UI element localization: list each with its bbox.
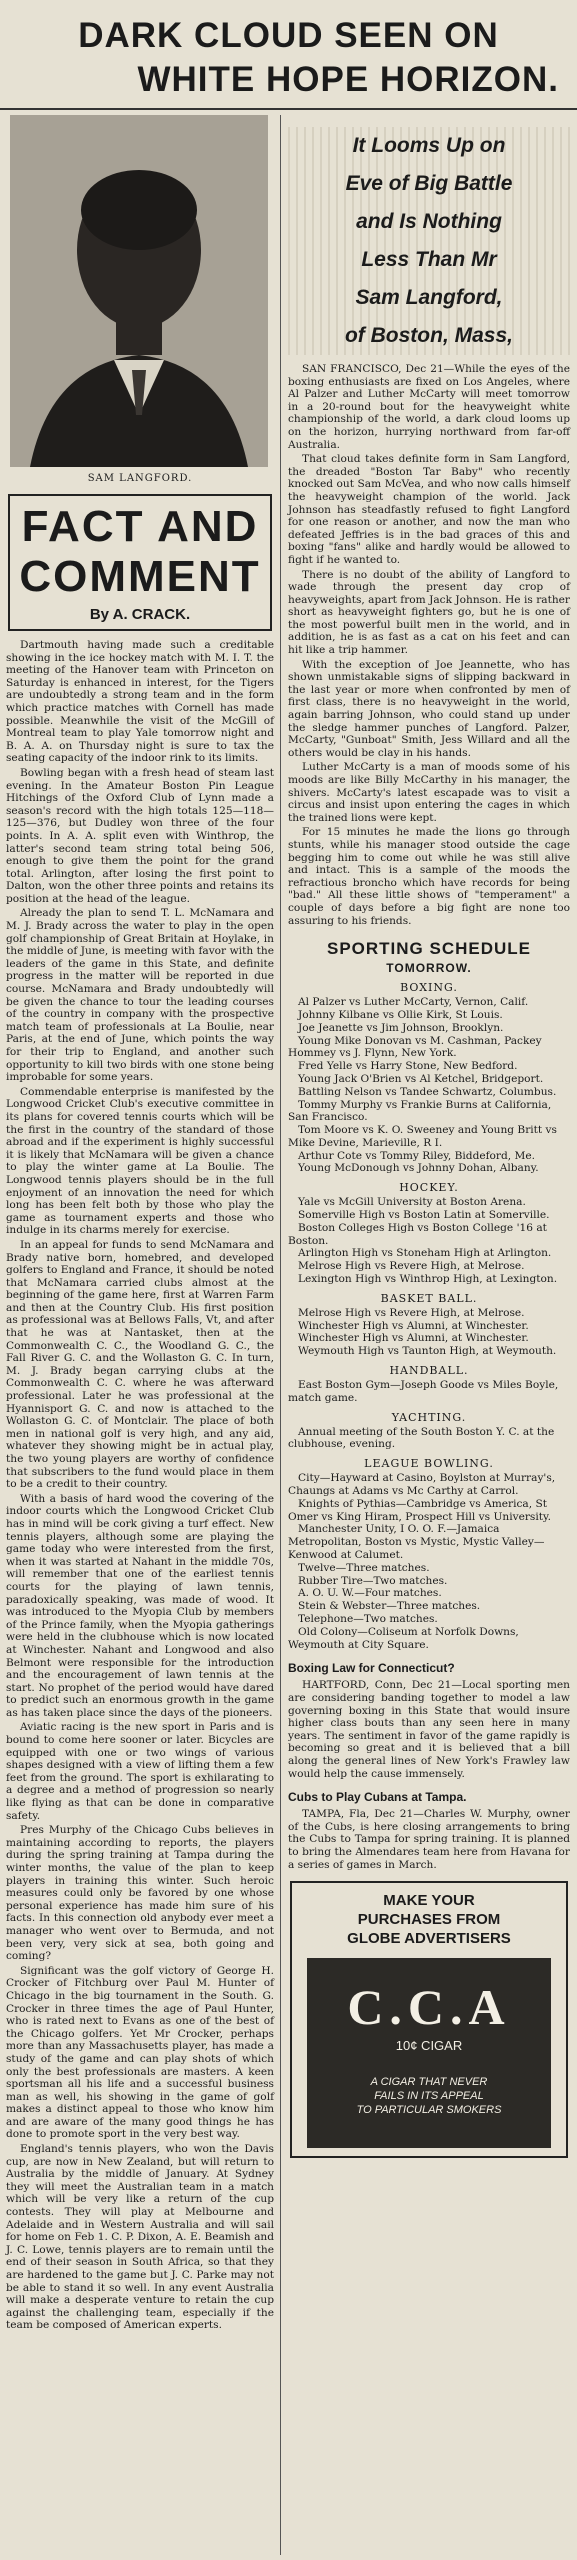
schedule-line: Yale vs McGill University at Boston Arena. (298, 1196, 526, 1209)
column-paragraph: Commendable enterprise is manifested by the Longwood Cricket Club's executive committee in its plans for covered tennis courts which will be the first in the country of the standard of those abroad and if the experiment is highly successful it is likely that McNamara will be given a chance to play the winter game at La Boulie. The Longwood tennis players should be in the full enjoyment of an innovation the need for which long has been felt both by those who play the game as tournament experts and those who indulge in its charms merely for exercise. (6, 1085, 274, 1237)
ad-line: MAKE YOUR (383, 1892, 475, 1910)
photo-caption: SAM LANGFORD. (87, 473, 193, 484)
column-title-line-2: COMMENT (19, 552, 261, 601)
cigar-price: 10¢ CIGAR (395, 2038, 463, 2054)
deck-line: Eve of Big Battle (345, 172, 513, 195)
schedule-line: Young McDonough vs Johnny Dohan, Albany. (298, 1162, 539, 1175)
schedule-section-boxing (288, 981, 570, 1175)
schedule-line: Stein & Webster—Three matches. (298, 1600, 481, 1613)
schedule-line: Melrose High vs Revere High, at Melrose. (298, 1260, 525, 1273)
schedule-section-bowling (288, 1457, 570, 1651)
schedule-line: Arlington High vs Stoneham High at Arlington. (298, 1247, 552, 1260)
section-title: HOCKEY. (399, 1181, 459, 1195)
cigar-tagline: FAILS IN ITS APPEAL (374, 2090, 484, 2103)
article-paragraph: SAN FRANCISCO, Dec 21—While the eyes of the boxing enthusiasts are fixed on Los Angeles, where Al Palzer and Luther McCarty will meet tomorrow in a 20-round bout for the heavyweight white championship of the world, a dark cloud looms up on the horizon, hurrying northward from far-off Australia. (288, 363, 570, 451)
schedule-section-handball (288, 1364, 570, 1405)
article-text: TAMPA, Fla, Dec 21—Charles W. Murphy, owner of the Cubs, is here closing arrangements to bring the Cubs to Tampa for spring training. It is planned to bring the Almendares team here from Havana for a series of games in March. (288, 1808, 570, 1871)
portrait-photo (10, 115, 268, 467)
ad-line: GLOBE ADVERTISERS (347, 1930, 511, 1948)
schedule-line: Joe Jeanette vs Jim Johnson, Brooklyn. (298, 1021, 504, 1034)
schedule-line: East Boston Gym—Joseph Goode vs Miles Boyle, match game. (288, 1379, 559, 1404)
deck-line: Less Than Mr (361, 248, 497, 271)
column-paragraph: Aviatic racing is the new sport in Paris and is bound to come here sooner or later. Bicycles are equipped with one or two wings of various shapes designed with a view of lifting them a few feet from the ground. The sport is exhilarating to a degree and a method of progression so nearly like flying as that can be done in comparative safety. (6, 1721, 274, 1822)
schedule-line: City—Hayward at Casino, Boylston at Murray's, Chaungs at Adams vs Mc Carthy at Carrol. (288, 1472, 556, 1498)
schedule-line: Johnny Kilbane vs Ollie Kirk, St Louis. (298, 1008, 503, 1021)
schedule-line: Lexington High vs Winthrop High, at Lexington. (298, 1273, 558, 1286)
section-title: BOXING. (400, 981, 458, 995)
schedule-line: Tom Moore vs K. O. Sweeney and Young Britt vs Mike Devine, Marieville, R I. (288, 1124, 557, 1149)
schedule-line: Knights of Pythias—Cambridge vs America, St Omer vs King Hiram, Prospect Hill vs University. (288, 1497, 551, 1523)
section-title: YACHTING. (391, 1410, 467, 1424)
schedule-line: Young Mike Donovan vs M. Cashman, Packey Hommey vs J. Flynn, New York. (288, 1034, 542, 1060)
section-title: HANDBALL. (389, 1364, 469, 1378)
column-paragraph: Pres Murphy of the Chicago Cubs believes in maintaining according to reports, the players during the spring training at Tampa during the winter months, the value of the plan to keep players in training this winter. Such heroic measures could only be favored by one whose personal experience has made him sure of his facts. In this connection old anybody ever meet a manager who went over to Bermuda, and not been very, very sick at sea, both going and coming? (6, 1824, 274, 1963)
schedule-line: Battling Nelson vs Tandee Schwartz, Columbus. (298, 1085, 557, 1098)
left-column (6, 115, 274, 2334)
cigar-ad-panel (307, 1958, 551, 2148)
column-paragraph: Significant was the golf victory of George H. Crocker of Fitchburg over Paul M. Hunter of Chicago in the big tournament in the South. G. Crocker in three times the age of Paul Hunter, who is rated next to Evans as one of the best of the Chicago golfers. Yet Mr Crocker, perhaps more than any Massachusetts player, has made a study of the game and can play shots of which only the best professionals are masters. A keen sportsman all his life and a successful business man as well, his showing in the game of golf makes a distinct appeal to those who know him and are aware of the many good things he has done to promote sport in the very best way. (6, 1964, 274, 2141)
schedule-subtitle: TOMORROW. (386, 961, 472, 976)
column-header-box (8, 494, 272, 631)
schedule-section-hockey (288, 1181, 570, 1286)
headline-deck (288, 127, 570, 355)
schedule-line: Rubber Tire—Two matches. (298, 1574, 448, 1587)
schedule-section-yachting (288, 1411, 570, 1452)
schedule-line: Fred Yelle vs Harry Stone, New Bedford. (298, 1060, 518, 1073)
schedule-line: Old Colony—Coliseum at Norfolk Downs, Weymouth at City Square. (288, 1625, 519, 1651)
cigar-brand: C.C.A (347, 1979, 511, 2036)
schedule-title: SPORTING SCHEDULE (326, 939, 532, 959)
article-connecticut (288, 1661, 570, 1780)
headline-line-1: DARK CLOUD SEEN ON (78, 16, 499, 55)
schedule-line: Tommy Murphy vs Frankie Burns at California, San Francisco. (288, 1098, 552, 1124)
advertisement (290, 1881, 568, 2158)
headline-line-2: WHITE HOPE HORIZON. (137, 60, 559, 99)
schedule-line: Melrose High vs Revere High, at Melrose. (298, 1306, 525, 1319)
column-title-line-1: FACT AND (21, 502, 259, 551)
schedule-line: Telephone—Two matches. (298, 1613, 438, 1625)
schedule-line: Winchester High vs Alumni, at Winchester. (298, 1332, 529, 1345)
deck-line: It Looms Up on (352, 134, 506, 157)
schedule-line: Manchester Unity, I O. O. F.—Jamaica Metropolitan, Boston vs Mystic, Mystic Valley—Kenwood at Calumet. (288, 1523, 545, 1562)
deck-line: of Boston, Mass, (344, 324, 513, 347)
article-paragraph: With the exception of Joe Jeannette, who has shown unmistakable signs of slipping backward in the last year or more when confronted by men of first class, there is no heavyweight in the world, again barring Johnson, who could stand up under the sledge hammer punches of Langford. Palzer, McCarty, "Gunboat" Smith, Jess Willard and all the others would be clay in his hands. (288, 658, 570, 759)
column-body (6, 639, 274, 2332)
column-byline: By A. CRACK. (89, 606, 191, 623)
column-paragraph: Already the plan to send T. L. McNamara and M. J. Brady across the water to play in the open golf championship of Great Britain at Hoylake, in the middle of June, is meeting with favor with the leaders of the game in this State, and definite progress in the matter will be reported in due course. McNamara and Brady undoubtedly will be given the chance to tour the leading courses of the country in company with the prospective match team of professionals at La Boulie, near Paris, at the end of June, which points the way for their trip to England, and another such opportunity to kill two birds with one stone being improbable for some years. (6, 907, 274, 1084)
schedule-section-basketball (288, 1292, 570, 1358)
cigar-tagline: TO PARTICULAR SMOKERS (356, 2104, 502, 2117)
section-title: BASKET BALL. (380, 1291, 478, 1305)
article-cubs (288, 1790, 570, 1871)
deck-line: and Is Nothing (356, 210, 502, 233)
article-paragraph: For 15 minutes he made the lions go through stunts, while his manager stood outside the cage begging him to come out while he was still alive and intact. This is a sample of the moods the refractious broncho which have records for being "bad." All these little shows of "temperament" a couple of days before a big fight are none too assuring to his friends. (288, 826, 570, 927)
schedule-line: Winchester High vs Alumni, at Winchester. (298, 1319, 529, 1332)
column-paragraph: With a basis of hard wood the covering of the indoor courts which the Longwood Cricket Club has in mind will be cork giving a turf effect. New tennis players, although some are playing the game today who were interested from the first, when it was started at Nahant in the middle 70s, will remember that one of the earliest tennis courts for the playing of lawn tennis, paradoxically speaking, was made of wood. It was introduced to the Myopia Club by members of the Prince family, when the Myopia gatherings were held in the clubhouse which is now located at Winchester. Nahant and Longwood and also Belmont were responsible for the introduction and the encouragement of lawn tennis at the start. No prophet of the period would have dared to predict such an enormous growth in the game as has taken place since the days of the pioneers. (6, 1492, 274, 1719)
column-paragraph: In an appeal for funds to send McNamara and Brady native born, homebred, and developed golfers to England and France, it should be noted that McNamara carried clubs almost at the beginning of the game here, first at Warren Farm and then at the Country Club. His first position as professional was at Bellows Falls, Vt, and after that he was at Nantasket, then at the Commonwealth C. C., the Woodland G. C., the Fall River G. C. and the Wollaston G. C. In turn, M. J. Brady began carrying clubs at the Commonwealth C. C. where he was afterward professional. Later he was professional at the Hyannisport G. C. and now is attached to the Wollaston G. C. of Montclair. The place of both men in national golf is very high, and any aid, whatever they showing might be in actual play, the two young players are worthy of confidence that subscribers to the fund would place in them to be a credit to their country. (6, 1238, 274, 1491)
schedule-line: Somerville High vs Boston Latin at Somerville. (298, 1209, 550, 1222)
schedule-line: Boston Colleges High vs Boston College '16 at Boston. (288, 1221, 547, 1247)
section-title: LEAGUE BOWLING. (364, 1457, 494, 1471)
schedule-line: Twelve—Three matches. (298, 1561, 430, 1574)
article-title: Cubs to Play Cubans at Tampa. (288, 1790, 467, 1805)
column-paragraph: England's tennis players, who won the Davis cup, are now in New Zealand, but will return to Australia by the middle of January. At Sydney they will meet the Australian team in a match which will be very like a return of the cup contests. They will play at Melbourne and Adelaide and in Western Australia and will sail for home on Feb 1. C. P. Dixon, A. E. Beamish and J. C. Lowe, tennis players are to remain until the end of their season in South Africa, so that they are hardened to the game but J. C. Parke may not be able to stand it so well. In any event Australia will make a desperate venture to retain the cup against the challenging team, especially if the team be composed of American experts. (6, 2143, 274, 2332)
article-body (288, 363, 570, 927)
article-paragraph: Luther McCarty is a man of moods some of his moods are like Billy McCarthy in his manager, the shivers. McCarty's latest escapade was to visit a circus and insist upon entering the cages in which the trained lions were kept. (288, 761, 570, 824)
schedule-line: Young Jack O'Brien vs Al Ketchel, Bridgeport. (298, 1072, 544, 1085)
headline-rule (0, 108, 577, 110)
schedule-line: Annual meeting of the South Boston Y. C. at the clubhouse, evening. (288, 1425, 555, 1451)
article-paragraph: There is no doubt of the ability of Langford to wade through the present day crop of heavyweights, apart from Jack Johnson. He is rather short as heavyweight fighters go, but he is one of the most powerful built men in the world, and in addition, he is as fast as a cat on his feet and can hit like a trip hammer. (288, 568, 570, 657)
cigar-tagline: A CIGAR THAT NEVER (370, 2076, 488, 2089)
portrait-image (10, 115, 268, 467)
deck-line: Sam Langford, (355, 286, 503, 309)
main-headline (0, 0, 577, 110)
schedule-line: Al Palzer vs Luther McCarty, Vernon, Calif. (298, 996, 529, 1009)
column-divider (280, 115, 281, 2555)
article-text: HARTFORD, Conn, Dec 21—Local sporting men are considering banding together to model a law governing boxing in this State that would insure higher class bouts than any seen here in many years. The sentiment in favor of the game rapidly is becoming so great and it is believed that a bill along the general lines of New York's Frawley law would help the cause immensely. (288, 1679, 570, 1780)
schedule-line: Arthur Cote vs Tommy Riley, Biddeford, Me. (298, 1149, 535, 1162)
article-title: Boxing Law for Connecticut? (288, 1661, 455, 1676)
schedule-line: Weymouth High vs Taunton High, at Weymouth. (298, 1345, 557, 1358)
column-paragraph: Bowling began with a fresh head of steam last evening. In the Amateur Boston Pin League Hitchings of the Oxford Club of Lynn made a season's record with the high totals 125—118—125—376, but Dudley won three of the four points. In A. A. split even with Winthrop, the latter's second team string total being 506, enough to give them the point for the grand total. Arlington, after losing the first point to Dalton, won the other three points and retains its position at the head of the league. (6, 766, 274, 905)
ad-line: PURCHASES FROM (357, 1911, 501, 1929)
right-column (288, 115, 570, 2158)
column-paragraph: Dartmouth having made such a creditable showing in the ice hockey match with M. I. T. the meeting of the Hanover team with Princeton on Saturday is enhanced in interest, for the Tigers are undoubtedly a strong team and in the form which practice matches with Cornell has made possible. Meanwhile the visit of the McGill of Montreal team to play Yale tomorrow night and B. A. A. on Thursday night is sure to tax the seating capacity of the indoor rink to its limits. (6, 639, 274, 765)
article-paragraph: That cloud takes definite form in Sam Langford, the dreaded "Boston Tar Baby" who recently knocked out Sam McVea, and who now calls himself the heavyweight champion of the world. Jack Johnson has steadfastly refused to fight Langford for one reason or another, and now the man who defeated Jeffries is in the bad graces of this and boxing "fans" alike and hardly would be allowed to fight if he wanted to. (288, 453, 570, 566)
schedule-line: A. O. U. W.—Four matches. (298, 1587, 442, 1600)
